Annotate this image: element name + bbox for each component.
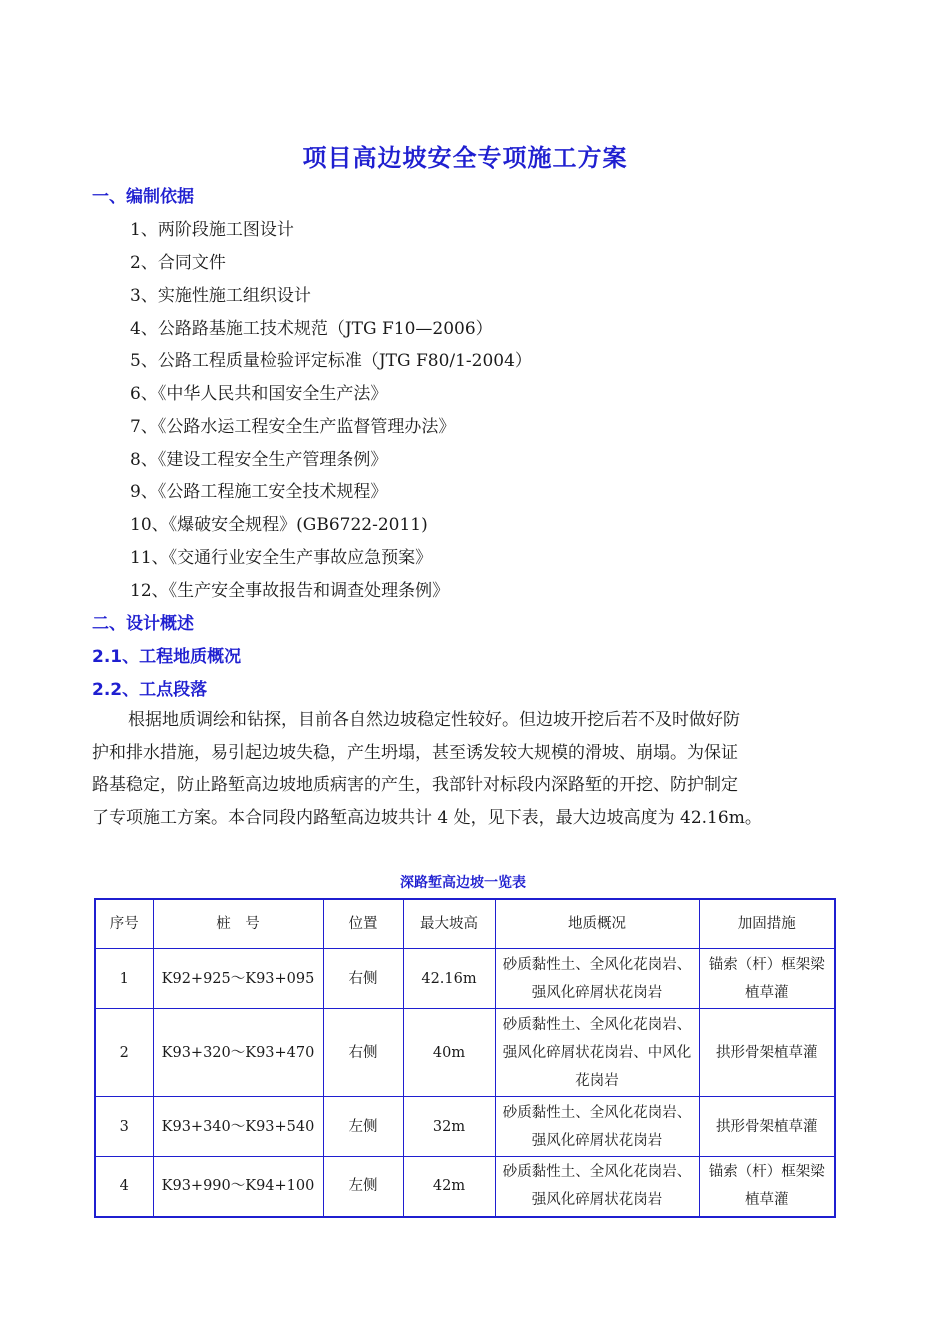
cell-station: K93+320～K93+470 xyxy=(153,1009,323,1097)
cell-station: K93+990～K94+100 xyxy=(153,1157,323,1217)
reference-item: 6、《中华人民共和国安全生产法》 xyxy=(130,384,388,404)
reference-item: 1、两阶段施工图设计 xyxy=(130,220,294,240)
cell-index: 4 xyxy=(95,1157,153,1217)
paragraph-line: 路基稳定，防止路堑高边坡地质病害的产生，我部针对标段内深路堑的开挖、防护制定 xyxy=(92,775,738,796)
header-index: 序号 xyxy=(95,899,153,949)
cell-reinforcement: 拱形骨架植草灌 xyxy=(699,1097,835,1157)
subsection-heading-geology: 2.1、工程地质概况 xyxy=(92,647,242,667)
table-header-row xyxy=(95,899,835,949)
header-station: 桩 号 xyxy=(153,899,323,949)
description-paragraph xyxy=(92,704,832,835)
table-row xyxy=(95,1097,835,1157)
cell-max-height: 40m xyxy=(403,1009,495,1097)
table-row xyxy=(95,1009,835,1097)
cell-reinforcement: 拱形骨架植草灌 xyxy=(699,1009,835,1097)
reference-item: 3、实施性施工组织设计 xyxy=(130,286,311,306)
reference-item: 2、合同文件 xyxy=(130,253,226,273)
reference-item: 4、公路路基施工技术规范（JTG F10—2006） xyxy=(130,319,493,339)
subsection-heading-segments: 2.2、工点段落 xyxy=(92,680,208,700)
table-row xyxy=(95,949,835,1009)
header-geology: 地质概况 xyxy=(495,899,699,949)
cell-position: 左侧 xyxy=(323,1157,403,1217)
reference-item: 10、《爆破安全规程》(GB6722-2011) xyxy=(130,515,428,535)
cell-position: 右侧 xyxy=(323,949,403,1009)
header-max-height: 最大坡高 xyxy=(403,899,495,949)
section-heading-basis: 一、编制依据 xyxy=(92,187,194,207)
document-title: 项目高边坡安全专项施工方案 xyxy=(302,144,628,172)
paragraph-line: 护和排水措施，易引起边坡失稳，产生坍塌，甚至诱发较大规模的滑坡、崩塌。为保证 xyxy=(92,742,738,763)
cell-geology: 砂质黏性土、全风化花岗岩、强风化碎屑状花岗岩、中风化花岗岩 xyxy=(495,1009,699,1097)
section-heading-overview: 二、设计概述 xyxy=(92,614,194,634)
reference-item: 9、《公路工程施工安全技术规程》 xyxy=(130,482,388,502)
cell-station: K92+925～K93+095 xyxy=(153,949,323,1009)
cell-max-height: 32m xyxy=(403,1097,495,1157)
cell-geology: 砂质黏性土、全风化花岗岩、强风化碎屑状花岗岩 xyxy=(495,1157,699,1217)
cell-geology: 砂质黏性土、全风化花岗岩、强风化碎屑状花岗岩 xyxy=(495,1097,699,1157)
table-row xyxy=(95,1157,835,1217)
header-position: 位置 xyxy=(323,899,403,949)
paragraph-line: 了专项施工方案。本合同段内路堑高边坡共计 4 处，见下表，最大边坡高度为 42.16m。 xyxy=(92,808,762,829)
cell-station: K93+340～K93+540 xyxy=(153,1097,323,1157)
reference-item: 12、《生产安全事故报告和调查处理条例》 xyxy=(130,581,450,601)
paragraph-line: 根据地质调绘和钻探，目前各自然边坡稳定性较好。但边坡开挖后若不及时做好防 xyxy=(128,710,740,730)
reference-item: 7、《公路水运工程安全生产监督管理办法》 xyxy=(130,417,456,437)
cell-max-height: 42m xyxy=(403,1157,495,1217)
cell-index: 3 xyxy=(95,1097,153,1157)
table-caption: 深路堑高边坡一览表 xyxy=(400,875,526,891)
cell-geology: 砂质黏性土、全风化花岗岩、强风化碎屑状花岗岩 xyxy=(495,949,699,1009)
reference-item: 5、公路工程质量检验评定标准（JTG F80/1-2004） xyxy=(130,351,532,371)
high-slope-table xyxy=(94,898,836,1218)
reference-item: 11、《交通行业安全生产事故应急预案》 xyxy=(130,548,433,568)
cell-index: 2 xyxy=(95,1009,153,1097)
cell-position: 右侧 xyxy=(323,1009,403,1097)
cell-reinforcement: 锚索（杆）框架梁植草灌 xyxy=(699,949,835,1009)
cell-index: 1 xyxy=(95,949,153,1009)
header-reinforcement: 加固措施 xyxy=(699,899,835,949)
cell-max-height: 42.16m xyxy=(403,949,495,1009)
cell-position: 左侧 xyxy=(323,1097,403,1157)
reference-item: 8、《建设工程安全生产管理条例》 xyxy=(130,450,388,470)
cell-reinforcement: 锚索（杆）框架梁植草灌 xyxy=(699,1157,835,1217)
